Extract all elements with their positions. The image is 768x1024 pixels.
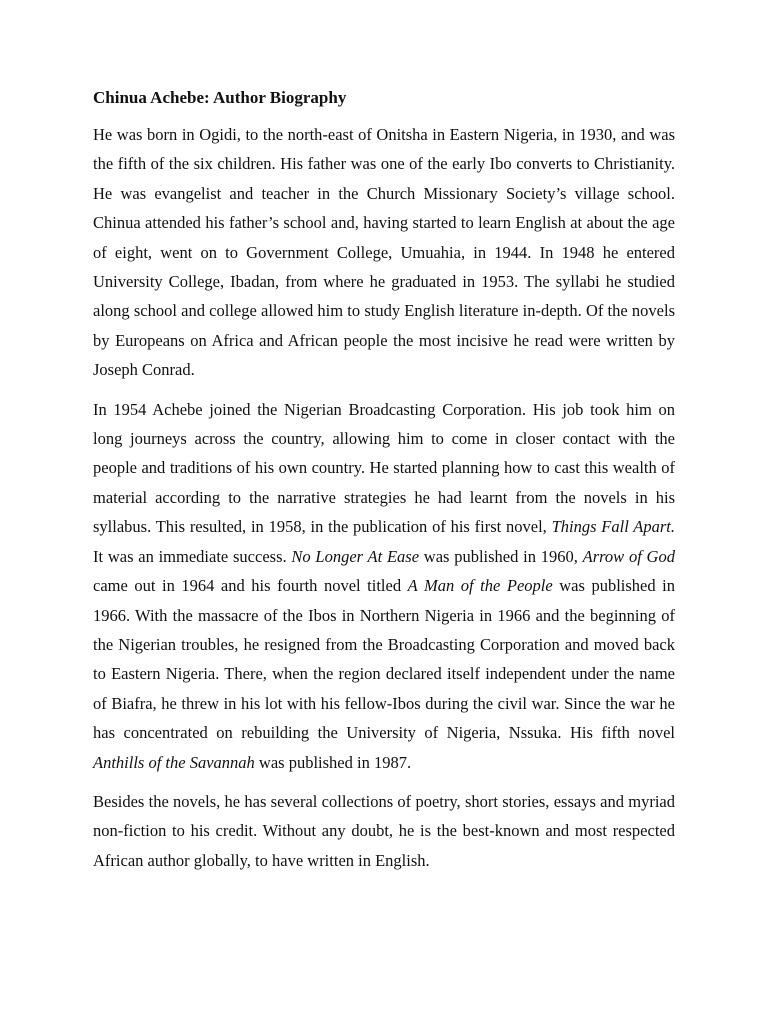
document-title: Chinua Achebe: Author Biography [93, 88, 347, 107]
book-title-text: Arrow of God [582, 546, 675, 566]
document-body [93, 120, 675, 875]
paragraph-text: was published in 1966. With the massacre of the Ibos in Northern Nigeria in 1966 and the beginning of the Nigerian troubles, he resigned from the Broadcasting Corporation and moved back to Eastern Nigeria. There, when the region declared itself independent under the name of Biafra, he threw in his lot with his fellow-Ibos during the civil war. Since the war he has concentrated on rebuilding the University of Nigeria, Nssuka. His fifth novel [93, 576, 675, 743]
paragraph-text: came out in 1964 and his fourth novel titled [93, 576, 408, 596]
book-title-text: Anthills of the Savannah [93, 752, 255, 772]
book-title-text: A Man of the People [407, 576, 553, 596]
paragraph-text: was published in 1960, [419, 546, 583, 566]
paragraph-text: It was an immediate success. [93, 546, 292, 566]
paragraph-1 [93, 120, 675, 385]
book-title-text: No Longer At Ease [291, 546, 420, 566]
paragraph-text: In 1954 Achebe joined the Nigerian Broadcasting Corporation. His job took him on long journeys across the country, allowing him to come in closer contact with the people and traditions of his own country. He started planning how to cast this wealth of material according to the narrative strategies he had learnt from the novels in his syllabus. This resulted, in 1958, in the publication of his first novel, [93, 399, 675, 537]
paragraph-text: Besides the novels, he has several collections of poetry, short stories, essays and myriad non-fiction to his credit. Without any doubt, he is the best-known and most respected African author globally, to have written in English. [93, 791, 675, 870]
document-page [93, 86, 675, 885]
paragraph-text: was published in 1987. [254, 752, 412, 772]
paragraph-2 [93, 395, 675, 777]
book-title-text: Things Fall Apart. [551, 517, 675, 537]
paragraph-3 [93, 787, 675, 875]
paragraph-text: He was born in Ogidi, to the north-east of Onitsha in Eastern Nigeria, in 1930, and was the fifth of the six children. His father was one of the early Ibo converts to Christianity. He was evangelist and teacher in the Church Missionary Society’s village school. Chinua attended his father’s school and, having started to learn English at about the age of eight, went on to Government College, Umuahia, in 1944. In 1948 he entered University College, Ibadan, from where he graduated in 1953. The syllabi he studied along school and college allowed him to study English literature in-depth. Of the novels by Europeans on Africa and African people the most incisive he read were written by Joseph Conrad. [93, 125, 675, 380]
